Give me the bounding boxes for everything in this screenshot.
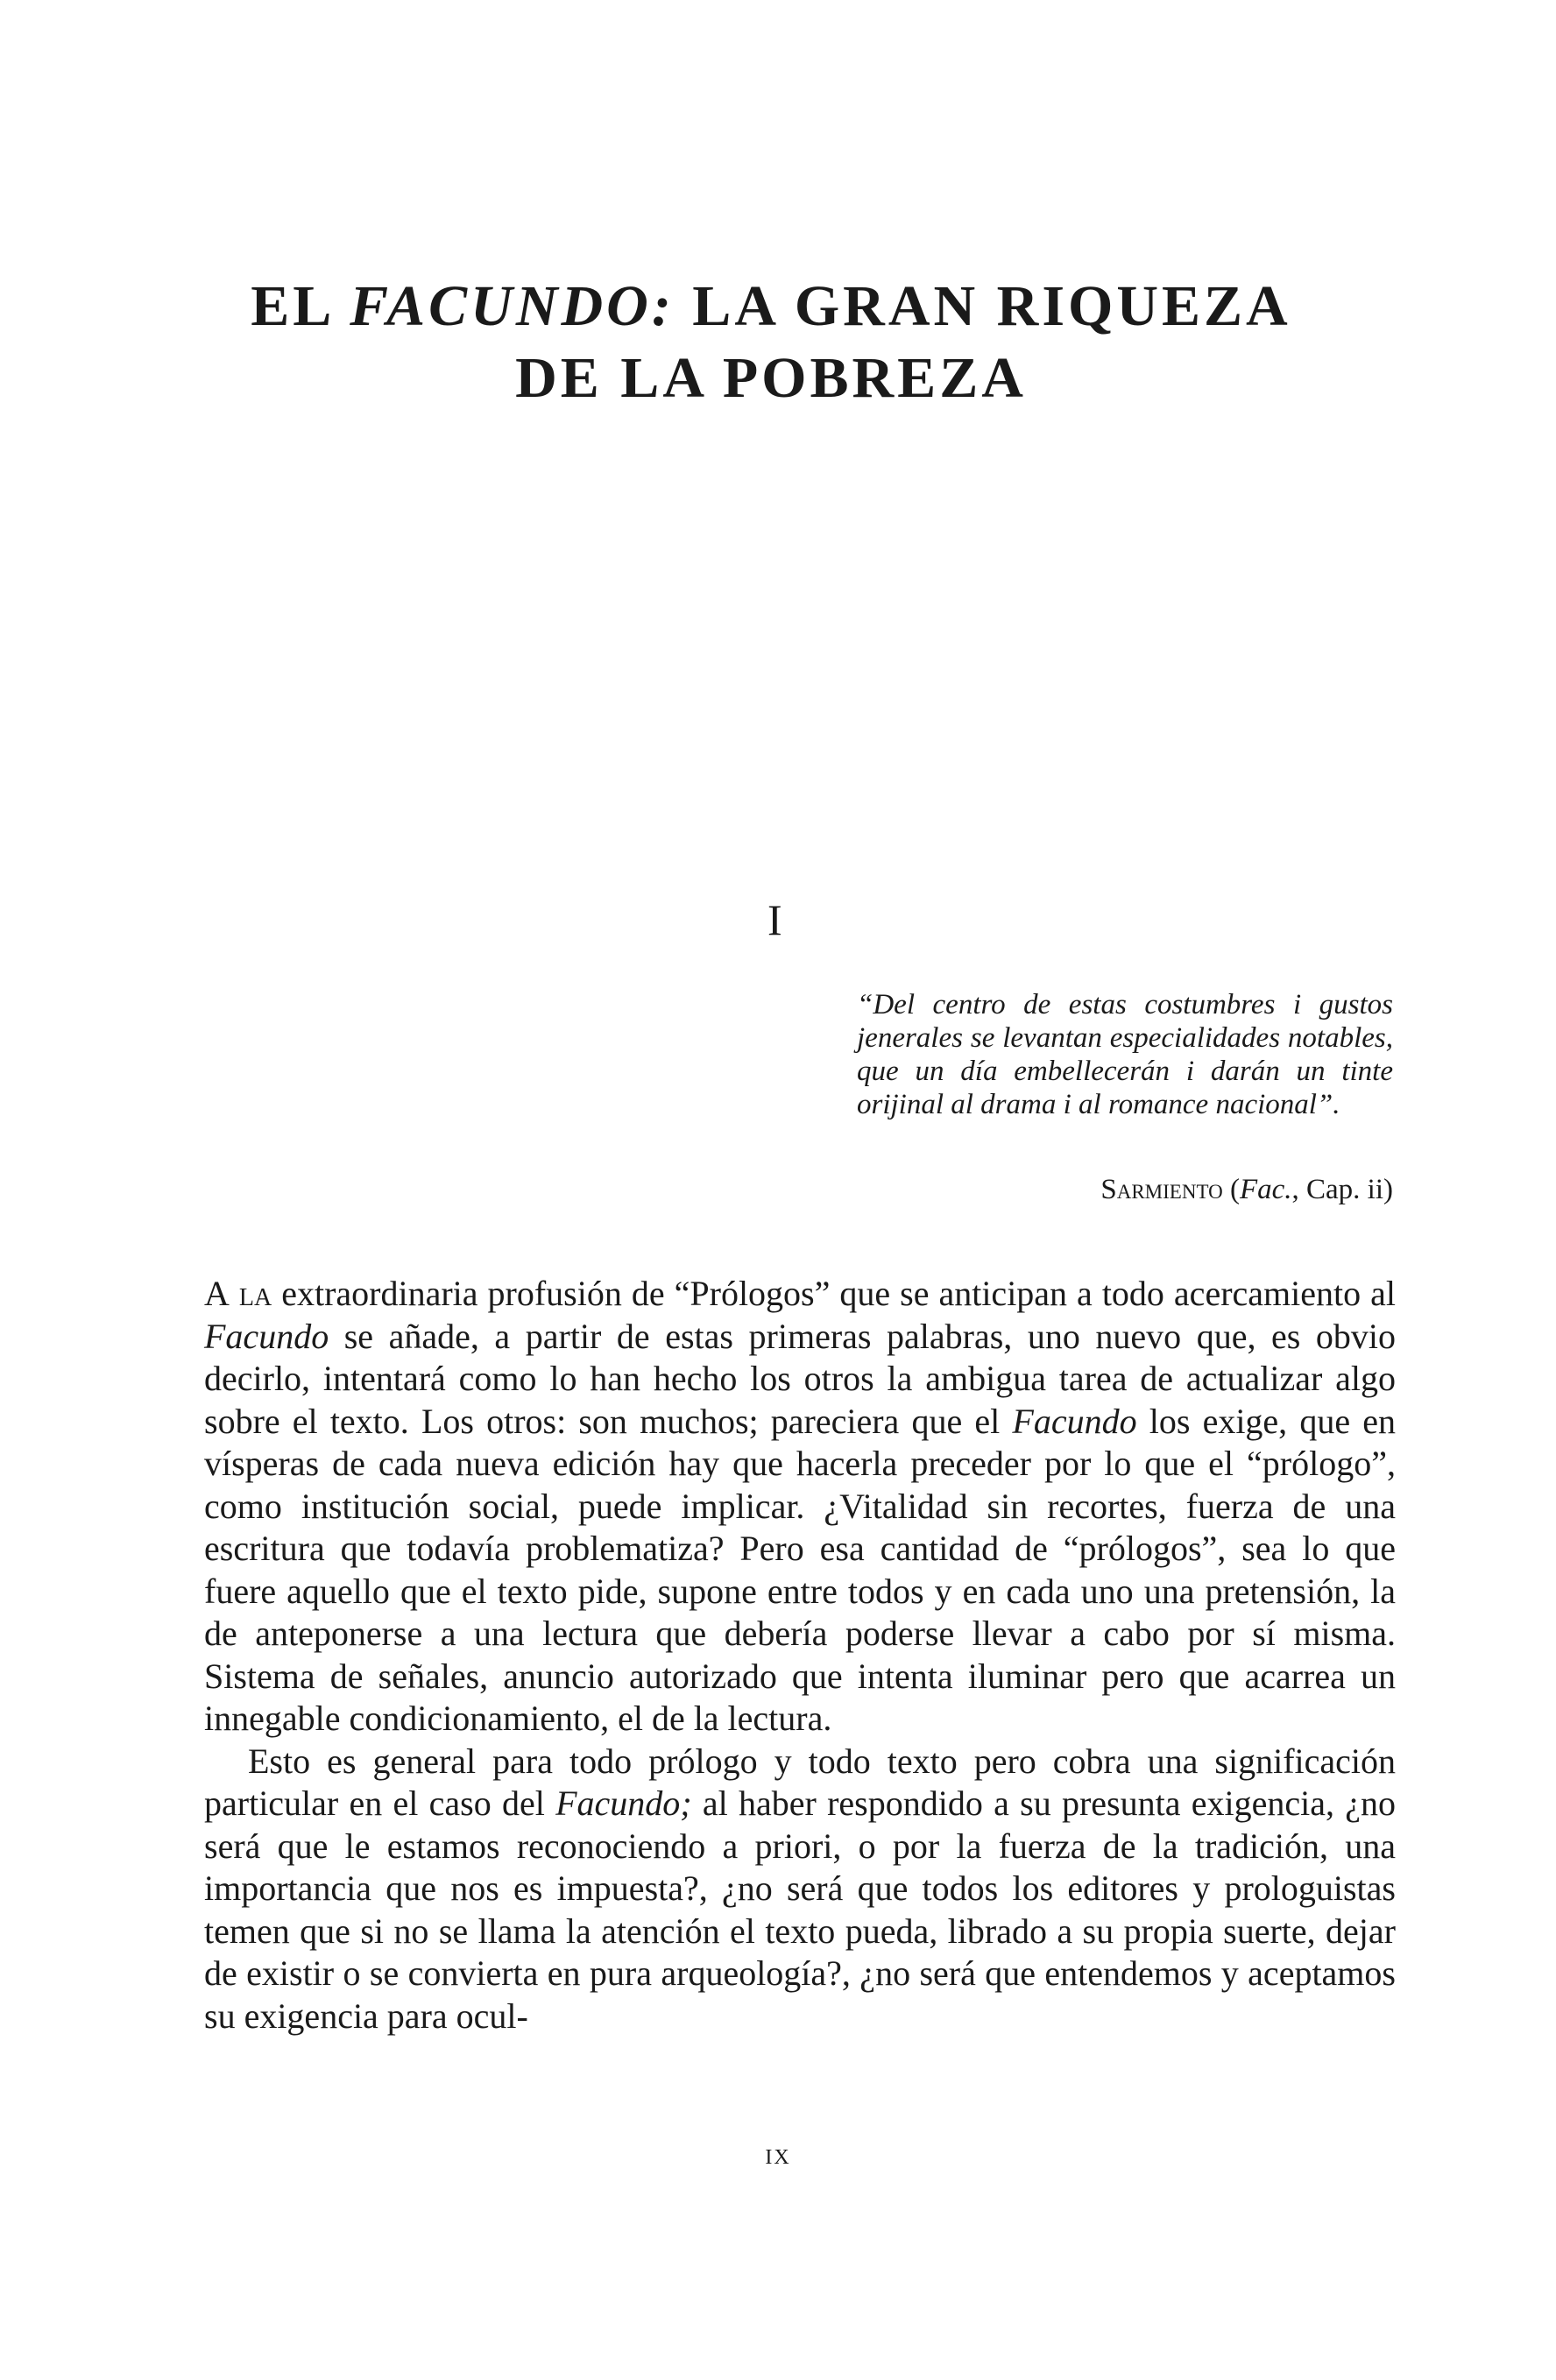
epigraph-attribution [964,1172,1393,1207]
p1-italic-1: Facundo [204,1316,329,1356]
title-suffix: LA GRAN RIQUEZA [674,274,1291,339]
epigraph-source-open: ( [1222,1174,1240,1205]
page-title [245,271,1297,414]
epigraph-quote: “Del centro de estas costumbres i gustos jenerales se levantan especialidades notables, que un día embellecerán i darán un tinte orijinal al drama i al romance nacional”. [857,989,1393,1120]
epigraph-source-rest: , Cap. ii) [1291,1174,1393,1205]
title-line-2: DE LA POBREZA [515,346,1027,411]
paragraph-2 [204,1741,1396,2038]
p2-text-1: Esto es general para todo prólogo y todo texto pero cobra una significación particular en el caso del [204,1741,1396,1823]
epigraph-source-work: Fac. [1239,1174,1292,1205]
smallcaps-lead: la [229,1274,272,1313]
page-number: ix [765,2138,791,2171]
paragraph-1 [204,1273,1396,1741]
title-prefix: EL [251,274,350,339]
epigraph-author: Sarmiento [1100,1174,1223,1205]
p1-text-3: los exige, que en vísperas de cada nueva edición hay que hacerla preceder por lo que el “prólogo”, como institución social, puede implicar. ¿Vitalidad sin recortes, fuerza de una escritura que todavía problematiza? Pero esa cantidad de “prólogos”, sea lo que fuere aquello que el texto pide, supone entre todos y en cada uno una pretensión, la de anteponerse a una lectura que debería poderse llevar a cabo por sí misma. Sistema de señales, anuncio autorizado que intenta iluminar pero que acarrea un innegable condicionamiento, el de la lectura. [204,1401,1396,1738]
p1-text-1: extraordinaria profusión de “Prólogos” que se anticipan a todo acercamiento al [272,1274,1396,1313]
p1-italic-2: Facundo [1012,1401,1137,1441]
title-line-1 [245,271,1297,343]
title-italic-work: FACUNDO: [350,274,675,339]
p1-text-2: se añade, a partir de estas primeras palabras, uno nuevo que, es obvio decirlo, intentará como lo han hecho los otros la ambigua tarea de actualizar algo sobre el texto. Los otros: son muchos; pareciera que el [204,1316,1396,1441]
p2-italic-1: Facundo; [555,1783,692,1823]
body-text [204,1273,1396,2037]
dropcap: A [204,1274,230,1313]
section-number: I [767,895,782,944]
p2-text-2: al haber respondido a su presunta exigencia, ¿no será que le estamos reconociendo a priori, o por la fuerza de la tradición, una importancia que nos es impuesta?, ¿no será que todos los editores y prologuistas temen que si no se llama la atención el texto pueda, librado a su propia suerte, dejar de existir o se convierta en pura arqueología?, ¿no será que entendemos y aceptamos su exigencia para ocul- [204,1783,1396,2036]
